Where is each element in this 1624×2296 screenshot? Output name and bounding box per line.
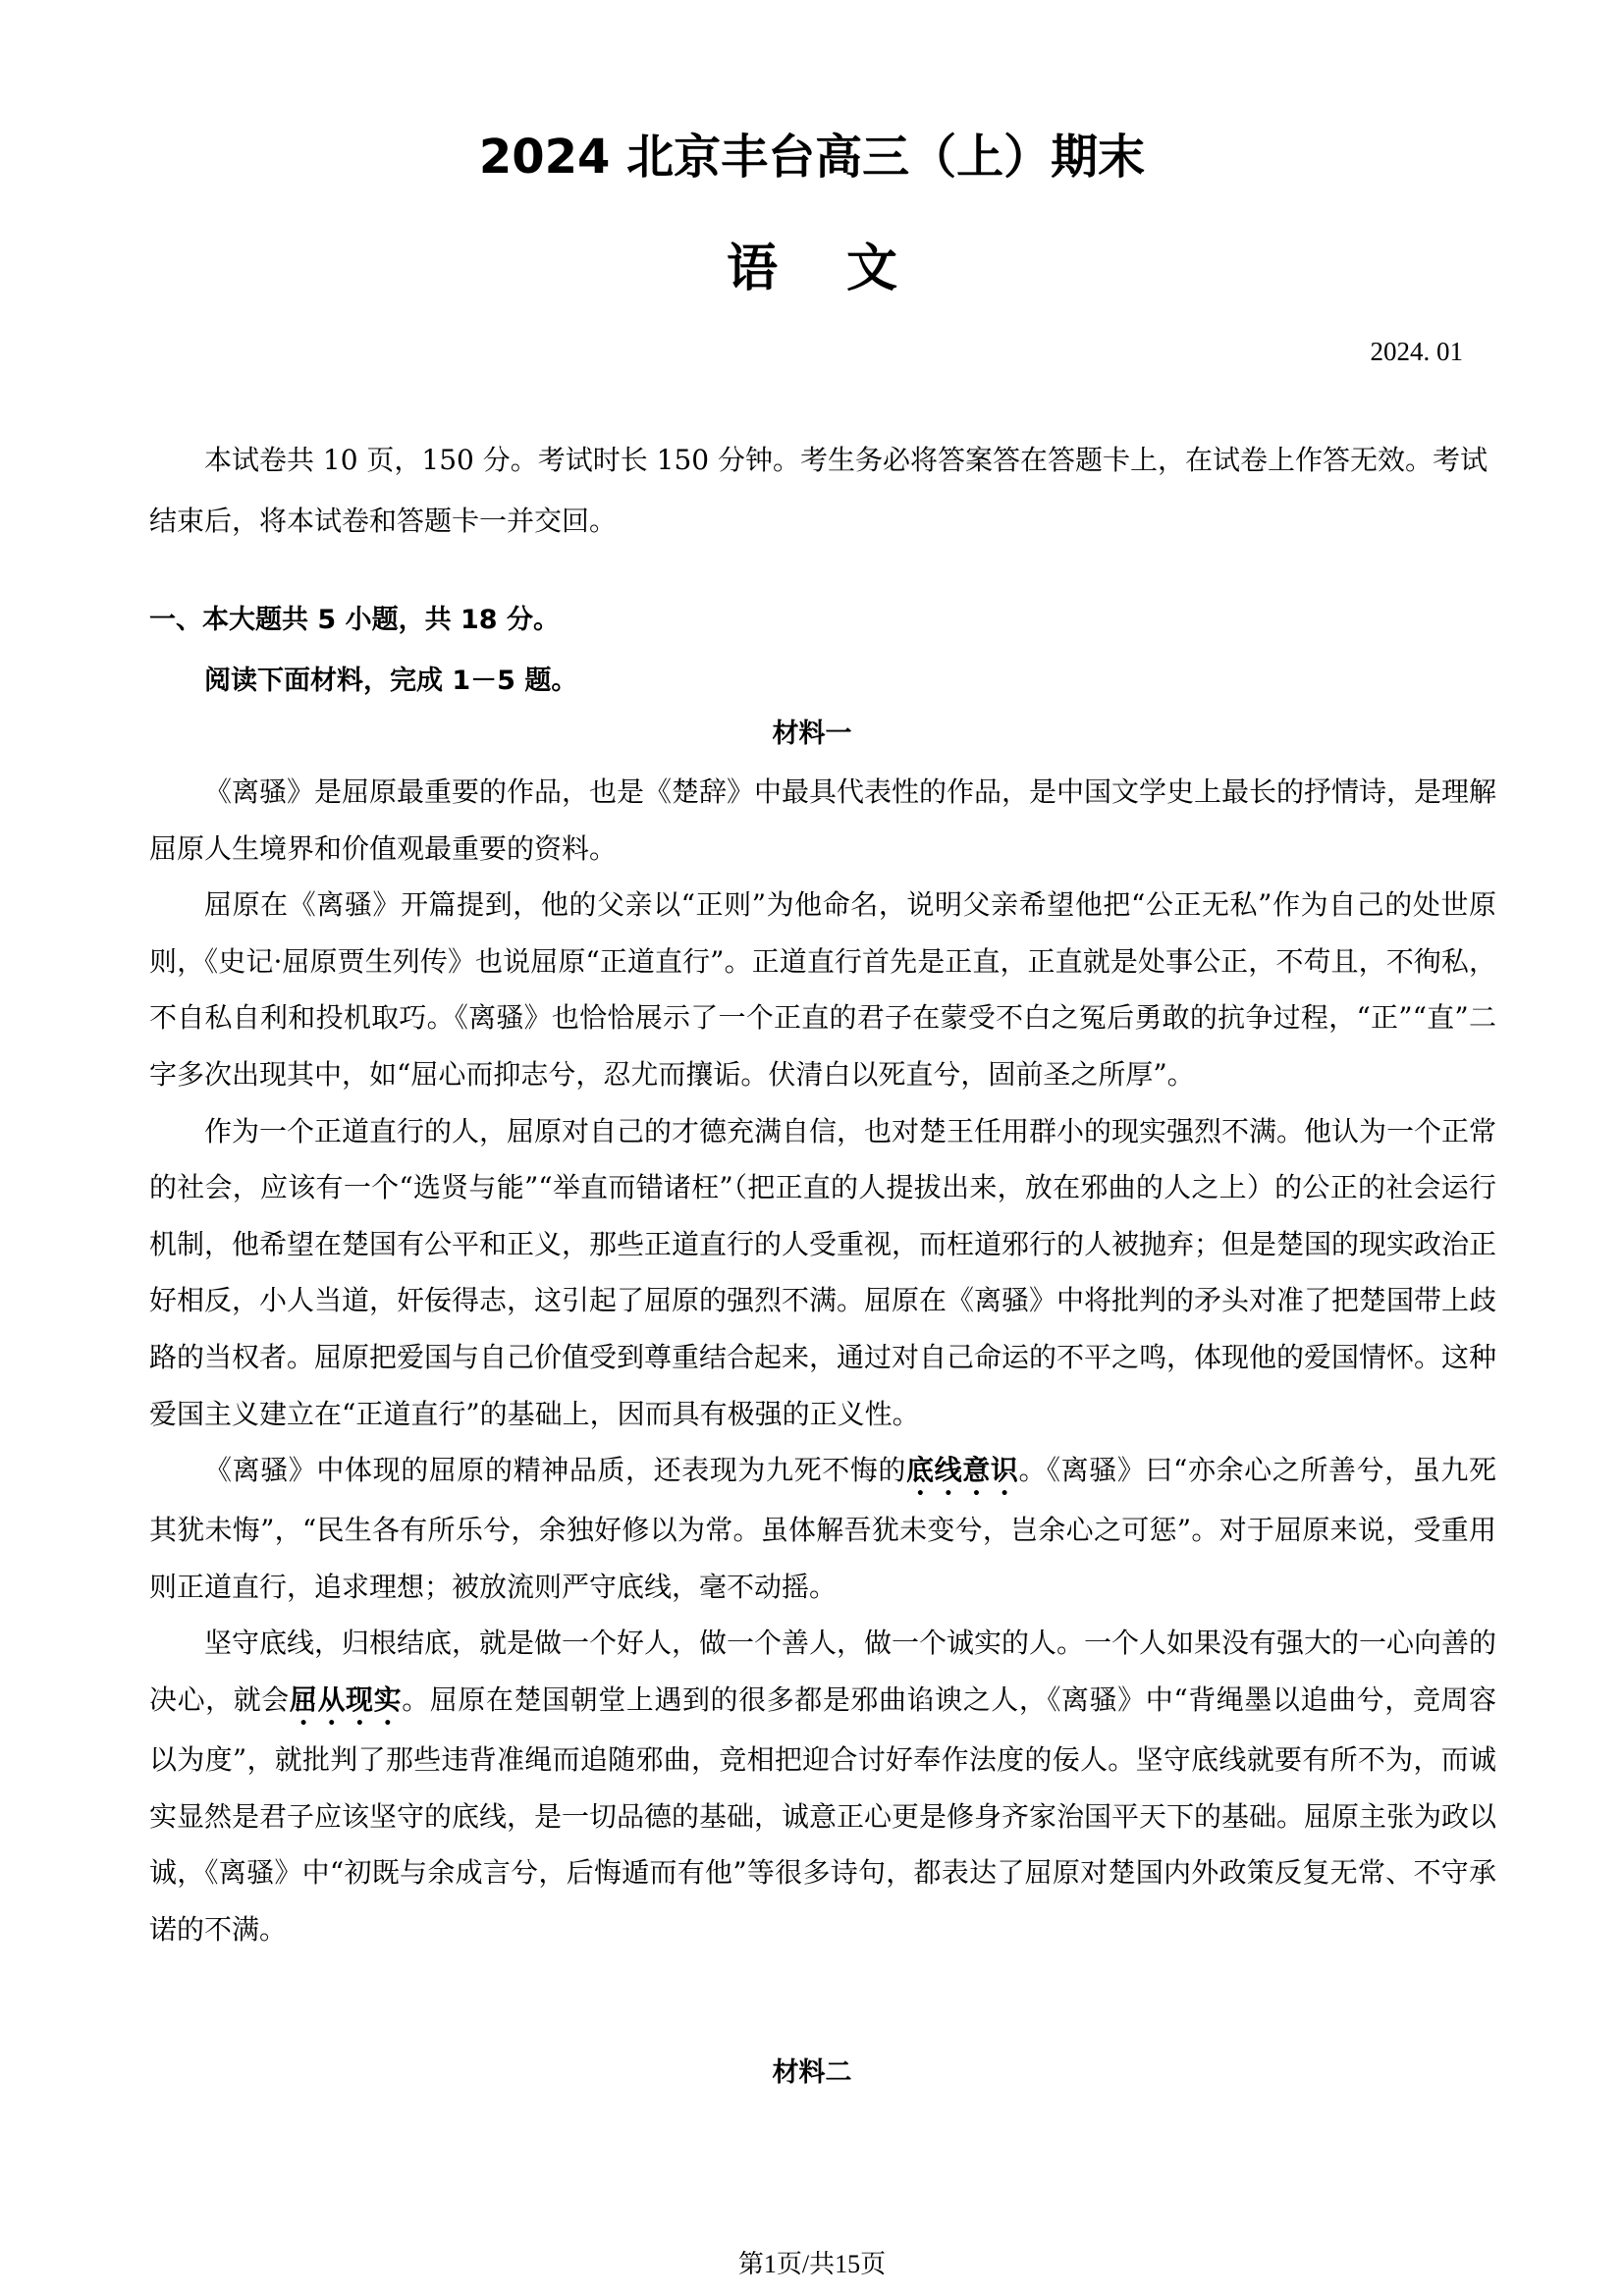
subject-title: 语文 <box>726 240 966 298</box>
page-number: 第1页/共15页 <box>737 2250 887 2278</box>
paragraph-5-text-b: 。屈原在楚国朝堂上遇到的很多都是邪曲谄谀之人，《离骚》中“背绳墨以追曲兮，竞周容以为度”，就批判了那些违背准绳而追随邪曲，竞相把迎合讨好奉作法度的佞人。坚守底线就要有所不为，而诚实显然是君子应该坚守的底线，是一切品德的基础，诚意正心更是修身齐家治国平天下的基础。屈原主张为政以诚，《离骚》中“初既与余成言兮，后悔遁而有他”等很多诗句，都表达了屈原对楚国内外政策反复无常、不守承诺的不满。 <box>149 1682 1497 1946</box>
reading-instruction: 阅读下面材料，完成 1－5 题。 <box>204 666 578 696</box>
paragraph-4 <box>149 1442 1496 1615</box>
section-header: 一、本大题共 5 小题，共 18 分。 <box>149 605 560 635</box>
emphasized-term-yield-to-reality: 屈从现实 <box>289 1682 403 1716</box>
paragraph-5 <box>149 1615 1496 1957</box>
material-two-title: 材料二 <box>772 2057 852 2088</box>
exam-instructions: 本试卷共 10 页，150 分。考试时长 150 分钟。考生务必将答案答在答题卡上，在试卷上作答无效。考试结束后，将本试卷和答题卡一并交回。 <box>149 444 1489 537</box>
exam-date: 2024. 01 <box>1370 337 1463 366</box>
exam-title: 2024 北京丰台高三（上）期末 <box>478 130 1146 185</box>
paragraph-2: 屈原在《离骚》开篇提到，他的父亲以“正则”为他命名，说明父亲希望他把“公正无私”作为自己的处世原则，《史记·屈原贾生列传》也说屈原“正道直行”。正道直行首先是正直，正直就是处事公正，不苟且，不徇私，不自私自利和投机取巧。《离骚》也恰恰展示了一个正直的君子在蒙受不白之冤后勇敢的抗争过程，“正”“直”二字多次出现其中，如“屈心而抑志兮，忍尤而攘诟。伏清白以死直兮，固前圣之所厚”。 <box>149 888 1496 1091</box>
material-one-title: 材料一 <box>772 719 852 749</box>
emphasized-term-bottom-line: 底线意识 <box>906 1454 1019 1487</box>
paragraph-4-text-a: 《离骚》中体现的屈原的精神品质，还表现为九死不悔的 <box>204 1454 907 1487</box>
paragraph-1: 《离骚》是屈原最重要的作品，也是《楚辞》中最具代表性的作品，是中国文学史上最长的抒情诗，是理解屈原人生境界和价值观最重要的资料。 <box>149 775 1497 865</box>
material-one-body <box>149 764 1496 1957</box>
paragraph-4-text-b: 。《离骚》曰“亦余心之所善兮，虽九死其犹未悔”，“民生各有所乐兮，余独好修以为常。虽体解吾犹未变兮，岂余心之可惩”。对于屈原来说，受重用则正道直行，追求理想；被放流则严守底线，毫不动摇。 <box>149 1454 1496 1603</box>
paragraph-3: 作为一个正道直行的人，屈原对自己的才德充满自信，也对楚王任用群小的现实强烈不满。他认为一个正常的社会，应该有一个“选贤与能”“举直而错诸枉”（把正直的人提拔出来，放在邪曲的人之上）的公正的社会运行机制，他希望在楚国有公平和正义，那些正道直行的人受重视，而枉道邪行的人被抛弃；但是楚国的现实政治正好相反，小人当道，奸佞得志，这引起了屈原的强烈不满。屈原在《离骚》中将批判的矛头对准了把楚国带上歧路的当权者。屈原把爱国与自己价值受到尊重结合起来，通过对自己命运的不平之鸣，体现他的爱国情怀。这种爱国主义建立在“正道直行”的基础上，因而具有极强的正义性。 <box>149 1114 1497 1430</box>
paragraph-5-text-a: 坚守底线，归根结底，就是做一个好人，做一个善人，做一个诚实的人。一个人如果没有强大的一心向善的决心，就会 <box>149 1627 1497 1716</box>
